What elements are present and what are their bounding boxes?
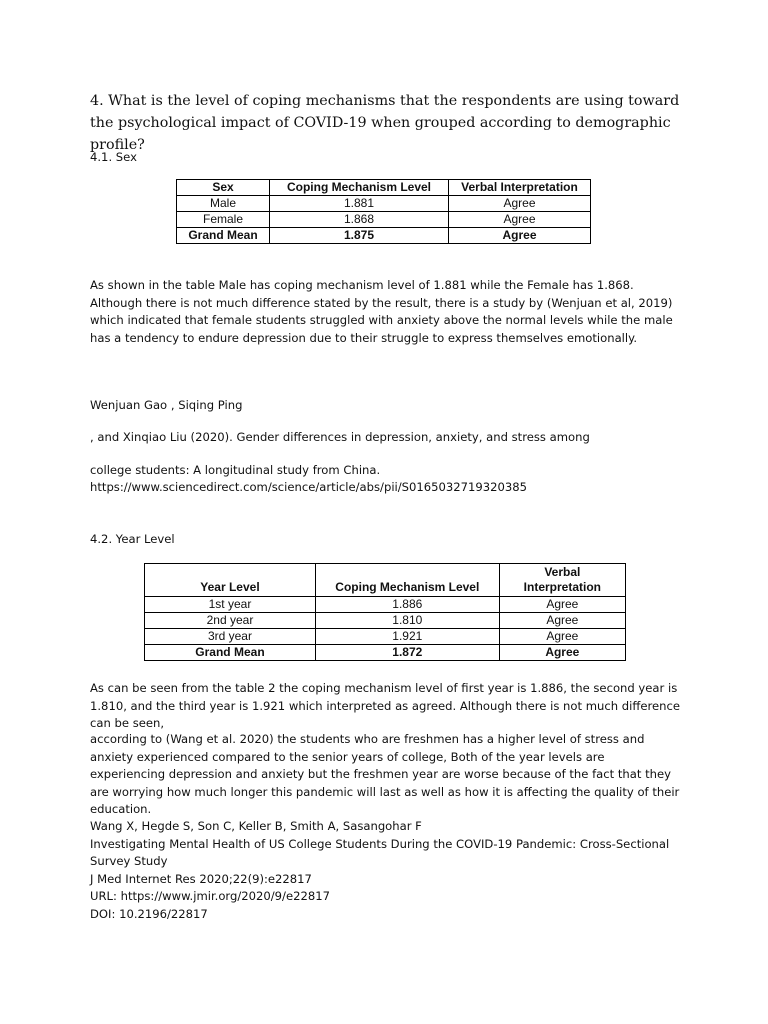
year-level-discussion-paragraph-1: As can be seen from the table 2 the coping mechanism level of first year is 1.886, the second year is 1.810, and the third year is 1.921 which interpreted as agreed. Although there is not much difference can be seen, (90, 681, 680, 730)
table-cell: Agree (449, 228, 591, 244)
reference-authors: Wenjuan Gao , Siqing Ping (90, 398, 243, 412)
column-header: Sex (177, 180, 270, 196)
reference-url[interactable]: https://www.sciencedirect.com/science/article/abs/pii/S0165032719320385 (90, 480, 528, 494)
table-cell: Grand Mean (177, 228, 270, 244)
table-cell: Agree (499, 645, 625, 661)
table-row (145, 629, 626, 645)
table-header-row (145, 564, 626, 597)
reference-authors: Wang X, Hegde S, Son C, Keller B, Smith A, Sasangohar F (90, 819, 422, 833)
grand-mean-row (177, 228, 591, 244)
table-row (177, 212, 591, 228)
question-heading: 4. What is the level of coping mechanisms that the respondents are using toward the psychological impact of COVID-19 when grouped according to demographic profile? (90, 93, 680, 153)
year-level-discussion-paragraph-2: according to (Wang et al. 2020) the students who are freshmen has a higher level of stress and anxiety experienced compared to the senior years of college, Both of the year levels are experiencing depression and anxiety but the freshmen year are worse because of the fact that they are worrying how much longer this pandemic will last as well as how it is affecting the quality of their education. (90, 732, 680, 816)
reference-journal: J Med Internet Res 2020;22(9):e22817 (90, 871, 312, 886)
table-cell: Grand Mean (145, 645, 316, 661)
table-header-row (177, 180, 591, 196)
reference-doi: DOI: 10.2196/22817 (90, 906, 208, 921)
table-row (177, 196, 591, 212)
column-header: Verbal Interpretation (499, 564, 625, 597)
column-header: Coping Mechanism Level (270, 180, 449, 196)
reference-title: Investigating Mental Health of US College Students During the COVID-19 Pandemic: Cross-Sectional Survey Study (90, 836, 670, 868)
table-cell: Male (177, 196, 270, 212)
table-cell: Agree (499, 629, 625, 645)
table-cell: 1.921 (315, 629, 499, 645)
column-header: Coping Mechanism Level (315, 564, 499, 597)
table-cell: Agree (449, 212, 591, 228)
reference-url[interactable]: URL: https://www.jmir.org/2020/9/e22817 (90, 889, 330, 903)
table-cell: 1.875 (270, 228, 449, 244)
table-cell: 1.886 (315, 597, 499, 613)
sex-discussion-paragraph: As shown in the table Male has coping mechanism level of 1.881 while the Female has 1.868. Although there is not much difference stated by the result, there is a study by (Wenjuan et al, 2019) which indicated that female students struggled with anxiety above the normal levels while the male has a tendency to endure depression due to their struggle to express themselves emotionally. (90, 278, 673, 345)
year-level-table (144, 563, 626, 661)
table-cell: 1.872 (315, 645, 499, 661)
sex-table (176, 179, 591, 244)
column-header: Verbal Interpretation (449, 180, 591, 196)
table-row (145, 597, 626, 613)
table-cell: 1st year (145, 597, 316, 613)
table-cell: Agree (449, 196, 591, 212)
table-cell: 1.868 (270, 212, 449, 228)
table-cell: Agree (499, 597, 625, 613)
reference-block (90, 818, 680, 923)
reference-title: college students: A longitudinal study from China. (90, 463, 381, 477)
table-cell: 3rd year (145, 629, 316, 645)
table-cell: Agree (499, 613, 625, 629)
reference-authors-continued: , and Xinqiao Liu (2020). Gender differences in depression, anxiety, and stress among (90, 430, 590, 444)
section-heading-year-level: 4.2. Year Level (90, 532, 175, 546)
section-heading-sex: 4.1. Sex (90, 150, 137, 164)
column-header: Year Level (145, 564, 316, 597)
table-cell: 1.810 (315, 613, 499, 629)
table-cell: 1.881 (270, 196, 449, 212)
grand-mean-row (145, 645, 626, 661)
table-row (145, 613, 626, 629)
table-cell: 2nd year (145, 613, 316, 629)
table-cell: Female (177, 212, 270, 228)
